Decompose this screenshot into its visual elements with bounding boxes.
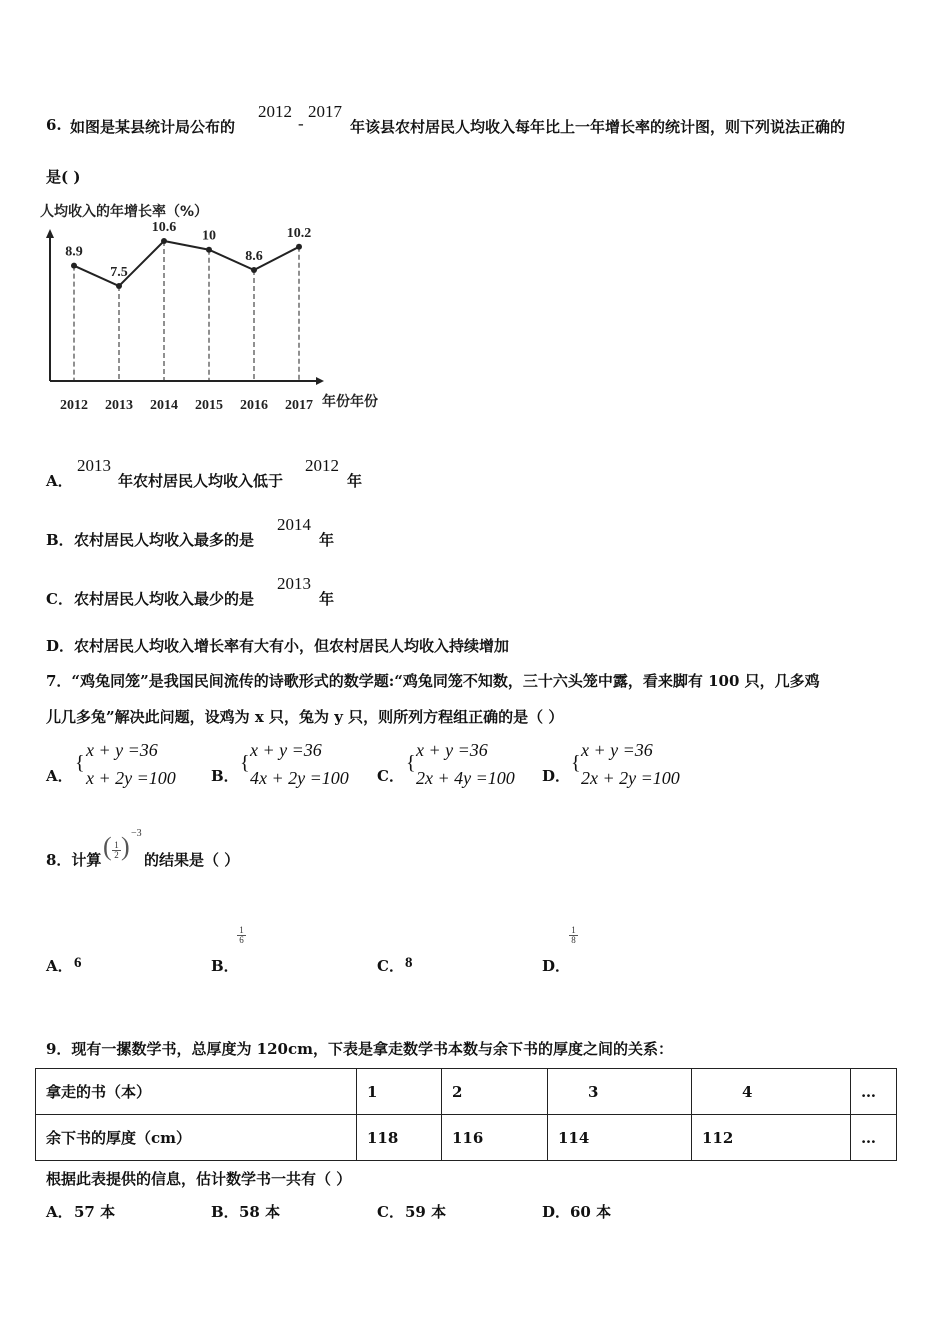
data-label: 8.9	[65, 244, 83, 260]
q6-option-c-label: C．	[46, 590, 73, 608]
q7-option-c-label: C．	[377, 767, 404, 785]
q8-option-d-fraction	[569, 926, 578, 945]
table-cell: …	[851, 1069, 897, 1115]
q6-option-c-text: 农村居民人均收入最少的是	[74, 590, 255, 608]
data-point	[296, 244, 302, 250]
q9-table	[35, 1068, 897, 1161]
table-cell: 116	[442, 1115, 548, 1161]
data-point	[116, 283, 122, 289]
q9-option-d-label: D．	[542, 1203, 571, 1221]
q7-option-c-eq1: x + y =36	[416, 740, 488, 760]
data-point	[206, 247, 212, 253]
q6-option-a-text: 年农村居民人均收入低于	[118, 472, 284, 490]
q6-number: 6.	[46, 116, 62, 134]
q8-tail: 的结果是（ ）	[144, 851, 240, 869]
q8-option-d-num: 1	[571, 925, 576, 935]
brace-icon: {	[406, 752, 416, 774]
q6-option-c-end: 年	[319, 590, 335, 608]
q9-option-a-value: 57 本	[74, 1203, 116, 1221]
q6-option-b-text: 农村居民人均收入最多的是	[74, 531, 255, 549]
q6-year-start: 2012	[258, 102, 292, 121]
q6-option-c-year: 2013	[277, 574, 311, 593]
q7-option-d-eq1: x + y =36	[581, 740, 653, 760]
q8-option-d-label: D．	[542, 957, 571, 975]
q6-option-d-text: 农村居民人均收入增长率有大有小，但农村居民人均收入持续增加	[74, 637, 510, 655]
q8-frac-den: 2	[112, 850, 121, 860]
q9-text: 9．现有一摞数学书，总厚度为 120cm，下表是拿走数学书本数与余下书的厚度之间的关系：	[46, 1040, 673, 1058]
q8-expression	[103, 828, 142, 862]
q9-option-c-label: C．	[377, 1203, 404, 1221]
table-cell: 余下书的厚度（cm）	[36, 1115, 357, 1161]
q7-line2: 儿几多兔”解决此问题，设鸡为 x 只，兔为 y 只，则所列方程组正确的是（ ）	[46, 708, 564, 726]
q7-option-a-label: A．	[46, 767, 73, 785]
growth-rate-chart	[36, 198, 406, 420]
brace-icon: {	[75, 752, 85, 774]
x-tick-label: 2017	[285, 398, 313, 413]
q6-option-b-label: B．	[46, 531, 74, 549]
q6-lead: 如图是某县统计局公布的	[70, 118, 236, 136]
q8-option-a-value: 6	[74, 955, 82, 971]
paren-icon: (	[103, 832, 112, 861]
q8-option-b-num: 1	[239, 925, 244, 935]
x-tick-label: 2012	[60, 398, 88, 413]
table-cell: 拿走的书（本）	[36, 1069, 357, 1115]
q9-option-a-label: A．	[46, 1203, 73, 1221]
series-line	[74, 241, 299, 286]
table-row	[36, 1115, 897, 1161]
q7-option-d-label: D．	[542, 767, 571, 785]
x-tick-label: 2014	[150, 398, 178, 413]
data-point	[161, 238, 167, 244]
q6-option-a-end: 年	[347, 472, 363, 490]
q7-option-a-eq2: x + 2y =100	[86, 768, 176, 788]
q9-option-d-value: 60 本	[570, 1203, 612, 1221]
data-label: 7.5	[110, 265, 128, 280]
q7-option-a-eq1: x + y =36	[86, 740, 158, 760]
q6-option-a-label: A．	[46, 472, 73, 490]
q6-line2: 是( )	[46, 168, 81, 186]
q8-option-b-den: 6	[237, 935, 246, 945]
data-label: 10	[202, 228, 216, 244]
table-row	[36, 1069, 897, 1115]
q9-option-c-value: 59 本	[405, 1203, 447, 1221]
q8-option-c-value: 8	[405, 955, 413, 971]
table-cell: 4	[692, 1069, 851, 1115]
table-cell: 118	[357, 1115, 442, 1161]
data-point	[71, 263, 77, 269]
data-label: 10.6	[151, 220, 177, 235]
table-cell: 2	[442, 1069, 548, 1115]
q6-year-end: 2017	[308, 102, 342, 121]
q8-option-c-label: C．	[377, 957, 404, 975]
q6-option-b-end: 年	[319, 531, 335, 549]
q7-option-b-label: B．	[211, 767, 239, 785]
q7-option-b-eq2: 4x + 2y =100	[250, 768, 349, 788]
q6-option-a-year2: 2012	[305, 456, 339, 475]
q8-option-b-label: B．	[211, 957, 239, 975]
q7-option-d-eq2: 2x + 2y =100	[581, 768, 680, 788]
q8-option-a-label: A．	[46, 957, 73, 975]
table-cell: 114	[548, 1115, 692, 1161]
q6-option-a-year1: 2013	[77, 456, 111, 475]
chart-title: 人均收入的年增长率（%）	[40, 204, 209, 220]
data-label: 8.6	[245, 249, 263, 265]
q6-dash: -	[298, 114, 304, 133]
q6-option-b-year: 2014	[277, 515, 311, 534]
data-point	[251, 267, 257, 273]
table-cell: 112	[692, 1115, 851, 1161]
y-axis-arrow-icon	[46, 229, 54, 238]
q7-option-c-eq2: 2x + 4y =100	[416, 768, 515, 788]
data-label: 10.2	[286, 225, 312, 241]
x-tick-label: 2015	[195, 398, 223, 413]
x-tick-label: 2016	[240, 398, 268, 413]
q8-fraction	[112, 841, 121, 860]
q7-option-b-eq1: x + y =36	[250, 740, 322, 760]
paren-icon: )	[121, 832, 130, 861]
q7-line1: 7．“鸡兔同笼”是我国民间流传的诗歌形式的数学题:“鸡兔同笼不知数，三十六头笼中露，看来脚有 100 只，几多鸡	[46, 672, 820, 690]
q6-tail: 年该县农村居民人均收入每年比上一年增长率的统计图，则下列说法正确的	[350, 118, 846, 136]
x-axis-label: 年份年份	[322, 394, 378, 410]
q9-after: 根据此表提供的信息，估计数学书一共有（ ）	[46, 1170, 352, 1188]
table-cell: 1	[357, 1069, 442, 1115]
q6-option-d-label: D．	[46, 637, 75, 655]
x-axis-arrow-icon	[316, 377, 324, 385]
q9-option-b-value: 58 本	[239, 1203, 281, 1221]
q8-option-d-den: 8	[569, 935, 578, 945]
q8-option-b-fraction	[237, 926, 246, 945]
table-cell: …	[851, 1115, 897, 1161]
q8-frac-num: 1	[114, 840, 119, 850]
q8-exponent: −3	[131, 828, 142, 839]
brace-icon: {	[571, 752, 581, 774]
q9-option-b-label: B．	[211, 1203, 239, 1221]
x-tick-label: 2013	[105, 398, 133, 413]
q8-lead: 8．计算	[46, 851, 102, 869]
brace-icon: {	[240, 752, 250, 774]
table-cell: 3	[548, 1069, 692, 1115]
